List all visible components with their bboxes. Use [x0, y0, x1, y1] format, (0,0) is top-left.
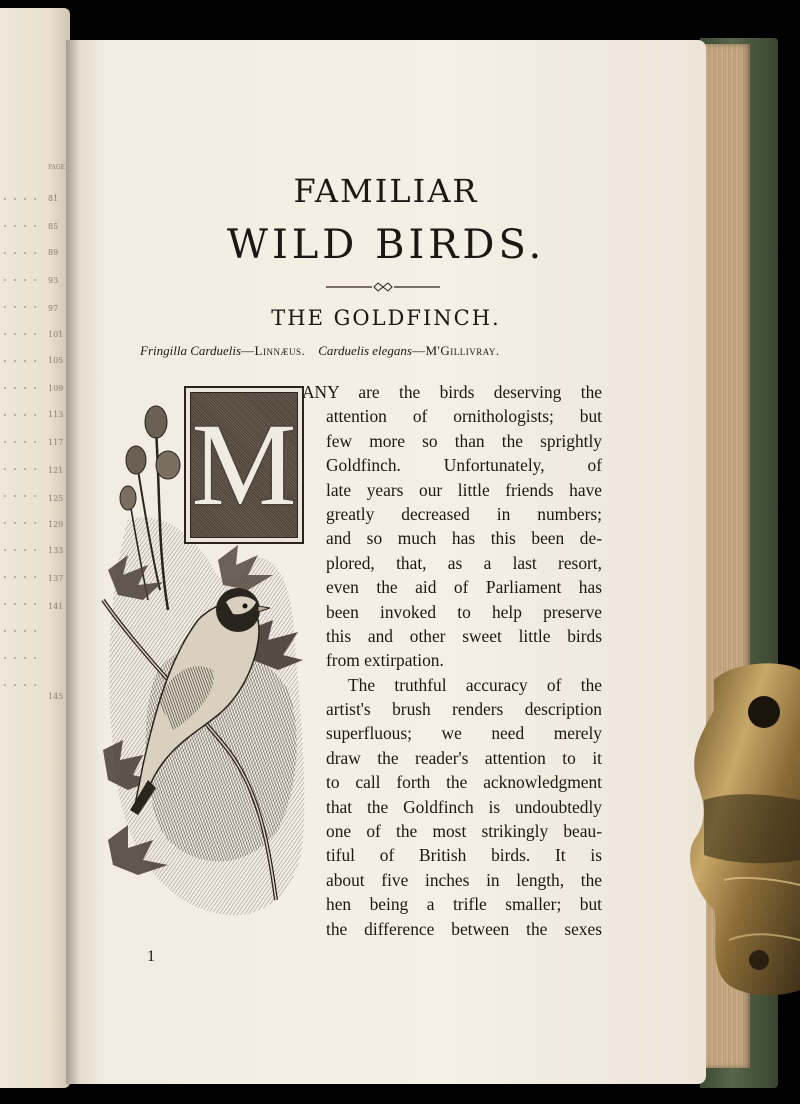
left-page-number: 117 — [48, 438, 64, 447]
leader-dot — [4, 657, 6, 659]
text-line: greatly decreased in numbers; — [326, 503, 602, 524]
leader-dot — [4, 333, 6, 335]
leader-dot — [24, 576, 26, 578]
leader-dot — [34, 468, 36, 470]
text-line: that the Goldfinch is undoubtedly — [326, 796, 602, 817]
leader-dot — [14, 684, 16, 686]
book-title-line2: WILD BIRDS. — [226, 222, 546, 268]
leader-dot — [24, 657, 26, 659]
leader-dot — [14, 198, 16, 200]
leader-dot — [34, 333, 36, 335]
text-line: to call forth the acknowledgment — [326, 772, 602, 793]
leader-dot — [14, 549, 16, 551]
leader-dot — [24, 333, 26, 335]
text-line: tiful of British birds. It is — [326, 845, 602, 866]
left-page-number: 133 — [48, 546, 64, 555]
leader-dot — [24, 495, 26, 497]
synonym-1-name: Fringilla Carduelis — [140, 343, 241, 358]
leader-dot — [4, 198, 6, 200]
text-line: artist's brush renders description — [326, 699, 602, 720]
leader-dot — [4, 414, 6, 416]
left-page-number: 145 — [48, 692, 64, 701]
leader-dot — [24, 306, 26, 308]
leader-dot — [14, 495, 16, 497]
text-line: ANY are the birds deserving the — [302, 382, 602, 402]
leader-dot — [24, 603, 26, 605]
leader-dot — [34, 306, 36, 308]
leader-dot — [14, 441, 16, 443]
leader-dot — [34, 630, 36, 632]
leader-dot — [24, 198, 26, 200]
leader-dot — [24, 279, 26, 281]
leader-dot — [24, 441, 26, 443]
leader-dot — [4, 576, 6, 578]
leader-dot — [14, 468, 16, 470]
leader-dot — [14, 603, 16, 605]
text-line: about five inches in length, the — [326, 869, 602, 890]
leader-dot — [24, 630, 26, 632]
leader-dot — [34, 441, 36, 443]
leader-dot — [24, 252, 26, 254]
text-line: superfluous; we need merely — [326, 723, 602, 744]
leader-dot — [24, 522, 26, 524]
ornamental-rule — [318, 280, 448, 294]
leader-dot — [14, 657, 16, 659]
scientific-names — [140, 343, 500, 359]
text-line: plored, that, as a last resort, — [326, 552, 602, 573]
leader-dot — [34, 684, 36, 686]
leader-dot — [24, 387, 26, 389]
leader-dot — [4, 387, 6, 389]
left-page-number: 109 — [48, 384, 64, 393]
synonym-2-name: Carduelis elegans — [318, 343, 412, 358]
text-line: few more so than the sprightly — [326, 430, 602, 451]
leader-dot — [4, 441, 6, 443]
leader-dot — [34, 387, 36, 389]
leader-dot — [14, 576, 16, 578]
chapter-title: THE GOLDFINCH. — [271, 306, 501, 330]
left-page-number: 125 — [48, 494, 64, 503]
text-line: attention of ornithologists; but — [326, 406, 602, 427]
text-line: The truthful accuracy of the — [348, 674, 602, 695]
brass-clasp — [684, 660, 800, 1000]
leader-dot — [34, 279, 36, 281]
leader-dot — [14, 630, 16, 632]
left-page — [0, 8, 70, 1088]
text-line: and so much has this been de- — [326, 528, 602, 549]
text-line: Goldfinch. Unfortunately, of — [326, 455, 602, 476]
leader-dot — [4, 468, 6, 470]
synonym-2-author: —M'Gillivray. — [411, 343, 500, 358]
leader-dot — [4, 630, 6, 632]
leader-dot — [24, 414, 26, 416]
leader-dot — [14, 225, 16, 227]
leader-dot — [34, 603, 36, 605]
leader-dot — [34, 495, 36, 497]
left-page-number: 121 — [48, 466, 64, 475]
leader-dot — [4, 495, 6, 497]
text-line: the difference between the sexes — [326, 918, 602, 939]
leader-dot — [14, 360, 16, 362]
drop-cap-box — [184, 386, 304, 544]
leader-dot — [14, 252, 16, 254]
left-page-number: 89 — [48, 248, 59, 257]
leader-dot — [34, 657, 36, 659]
left-page-number: 81 — [48, 194, 59, 203]
leader-dot — [14, 522, 16, 524]
leader-dot — [34, 198, 36, 200]
leader-dot — [4, 279, 6, 281]
leader-dot — [4, 225, 6, 227]
leader-dot — [14, 387, 16, 389]
leader-dot — [24, 468, 26, 470]
leader-dot — [4, 522, 6, 524]
text-line: late years our little friends have — [326, 479, 602, 500]
synonym-1-author: —Linnæus. — [241, 343, 306, 358]
leader-dot — [24, 360, 26, 362]
leader-dot — [4, 360, 6, 362]
leader-dot — [34, 225, 36, 227]
left-page-number: 141 — [48, 602, 64, 611]
text-line: one of the most strikingly beau- — [326, 821, 602, 842]
leader-dot — [34, 414, 36, 416]
leader-dot — [34, 360, 36, 362]
text-line: hen being a trifle smaller; but — [326, 894, 602, 915]
leader-dot — [4, 684, 6, 686]
left-page-header: PAGE — [48, 164, 65, 171]
text-line: draw the reader's attention to it — [326, 747, 602, 768]
leader-dot — [14, 306, 16, 308]
leader-dot — [4, 603, 6, 605]
book-title-line1: FAMILIAR — [293, 172, 479, 210]
left-page-number: 105 — [48, 356, 64, 365]
leader-dot — [4, 549, 6, 551]
leader-dot — [14, 279, 16, 281]
leader-dot — [4, 252, 6, 254]
leader-dot — [4, 306, 6, 308]
text-line: this and other sweet little birds — [326, 625, 602, 646]
left-page-number: 93 — [48, 276, 59, 285]
left-page-number: 129 — [48, 520, 64, 529]
left-page-number: 97 — [48, 304, 59, 313]
page-number: 1 — [147, 948, 155, 965]
leader-dot — [34, 549, 36, 551]
leader-dot — [24, 684, 26, 686]
text-line: from extirpation. — [326, 650, 444, 671]
leader-dot — [24, 225, 26, 227]
leader-dot — [14, 414, 16, 416]
text-line: been invoked to help preserve — [326, 601, 602, 622]
left-page-number: 85 — [48, 222, 59, 231]
text-line: even the aid of Parliament has — [326, 577, 602, 598]
left-page-number: 113 — [48, 410, 64, 419]
leader-dot — [34, 252, 36, 254]
body-text — [302, 380, 602, 941]
leader-dot — [34, 522, 36, 524]
leader-dot — [34, 576, 36, 578]
drop-cap-letter: M — [191, 399, 297, 530]
leader-dot — [14, 333, 16, 335]
leader-dot — [24, 549, 26, 551]
left-page-number: 137 — [48, 574, 64, 583]
left-page-number: 101 — [48, 330, 64, 339]
